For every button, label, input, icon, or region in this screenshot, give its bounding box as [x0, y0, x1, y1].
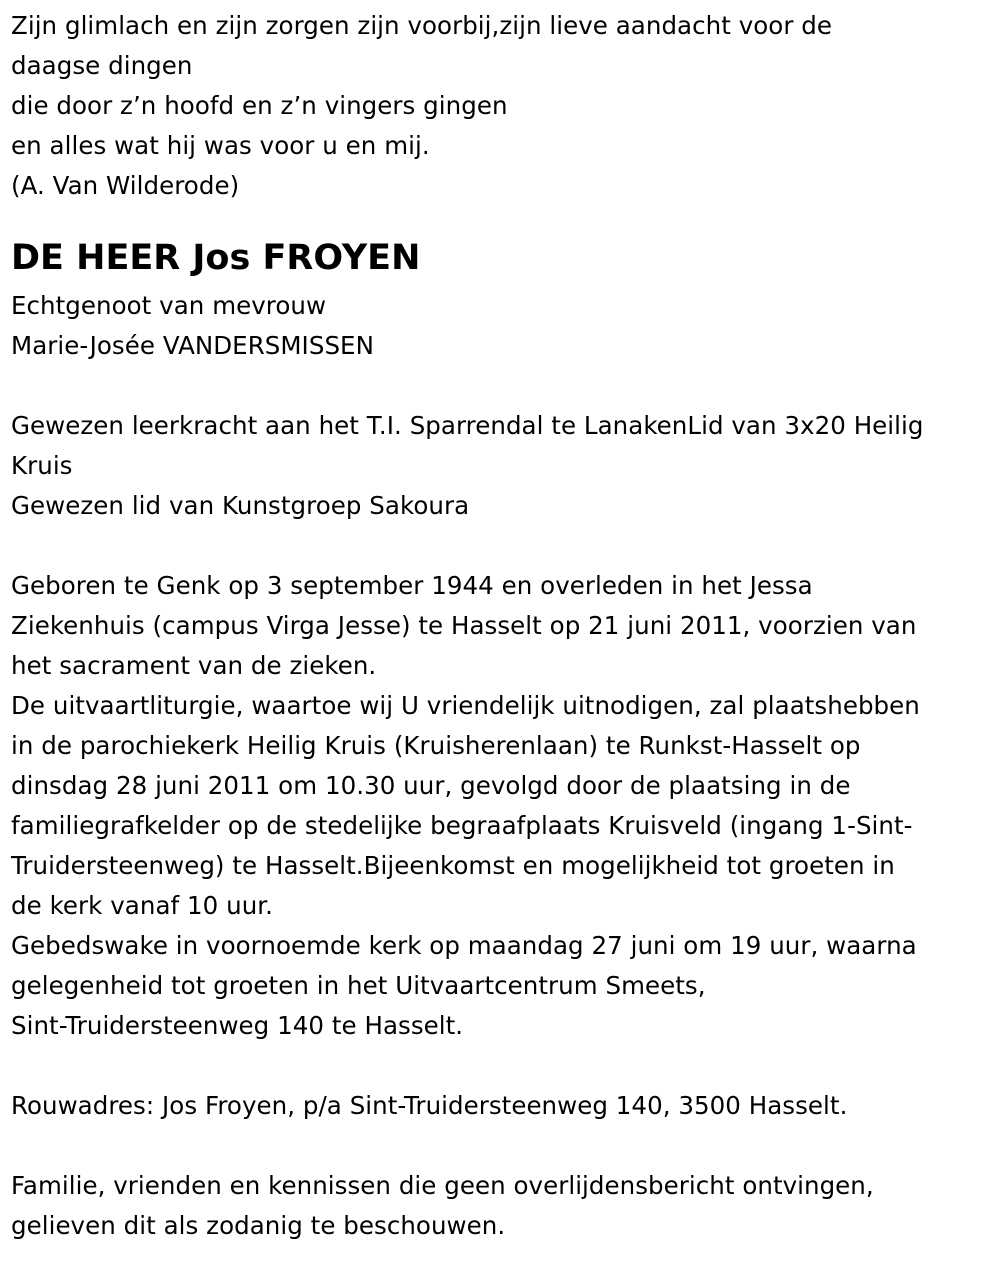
details-line: Sint-Truidersteenweg 140 te Hasselt.	[11, 1011, 464, 1040]
spacer	[11, 1046, 990, 1086]
details-line: familiegrafkelder op de stedelijke begraafplaats Kruisveld (ingang 1-Sint-	[11, 811, 913, 840]
poem-line: die door z’n hoofd en z’n vingers gingen	[11, 91, 508, 120]
spouse-name: Marie-Josée VANDERSMISSEN	[11, 331, 374, 360]
poem-line: daagse dingen	[11, 51, 193, 80]
closing-line: Familie, vrienden en kennissen die geen overlijdensbericht ontvingen,	[11, 1171, 874, 1200]
spacer	[11, 206, 990, 230]
career-line: Gewezen leerkracht aan het T.I. Sparrendal te LanakenLid van 3x20 Heilig	[11, 411, 924, 440]
deceased-name: DE HEER Jos FROYEN	[11, 238, 421, 278]
poem-section	[11, 6, 990, 206]
closing-section	[11, 1166, 990, 1246]
address-section	[11, 1086, 990, 1126]
details-line: in de parochiekerk Heilig Kruis (Kruisherenlaan) te Runkst-Hasselt op	[11, 731, 861, 760]
details-line: Gebedswake in voornoemde kerk op maandag 27 juni om 19 uur, waarna	[11, 931, 917, 960]
details-line: de kerk vanaf 10 uur.	[11, 891, 273, 920]
details-line: het sacrament van de zieken.	[11, 651, 377, 680]
poem-author: (A. Van Wilderode)	[11, 171, 240, 200]
career-line: Kruis	[11, 451, 73, 480]
details-section	[11, 566, 990, 1046]
poem-line: en alles wat hij was voor u en mij.	[11, 131, 430, 160]
details-line: gelegenheid tot groeten in het Uitvaartcentrum Smeets,	[11, 971, 706, 1000]
details-line: Geboren te Genk op 3 september 1944 en overleden in het Jessa	[11, 571, 813, 600]
details-line: dinsdag 28 juni 2011 om 10.30 uur, gevolgd door de plaatsing in de	[11, 771, 851, 800]
spouse-label: Echtgenoot van mevrouw	[11, 291, 327, 320]
poem-line: Zijn glimlach en zijn zorgen zijn voorbij,zijn lieve aandacht voor de	[11, 11, 833, 40]
career-line: Gewezen lid van Kunstgroep Sakoura	[11, 491, 470, 520]
career-section	[11, 406, 990, 526]
closing-line: gelieven dit als zodanig te beschouwen.	[11, 1211, 506, 1240]
deceased-section	[11, 230, 990, 366]
mourning-address: Rouwadres: Jos Froyen, p/a Sint-Truidersteenweg 140, 3500 Hasselt.	[11, 1091, 848, 1120]
spacer	[11, 526, 990, 566]
details-line: Truidersteenweg) te Hasselt.Bijeenkomst en mogelijkheid tot groeten in	[11, 851, 895, 880]
details-line: Ziekenhuis (campus Virga Jesse) te Hasselt op 21 juni 2011, voorzien van	[11, 611, 917, 640]
spacer	[11, 366, 990, 406]
spacer	[11, 1126, 990, 1166]
details-line: De uitvaartliturgie, waartoe wij U vriendelijk uitnodigen, zal plaatshebben	[11, 691, 920, 720]
